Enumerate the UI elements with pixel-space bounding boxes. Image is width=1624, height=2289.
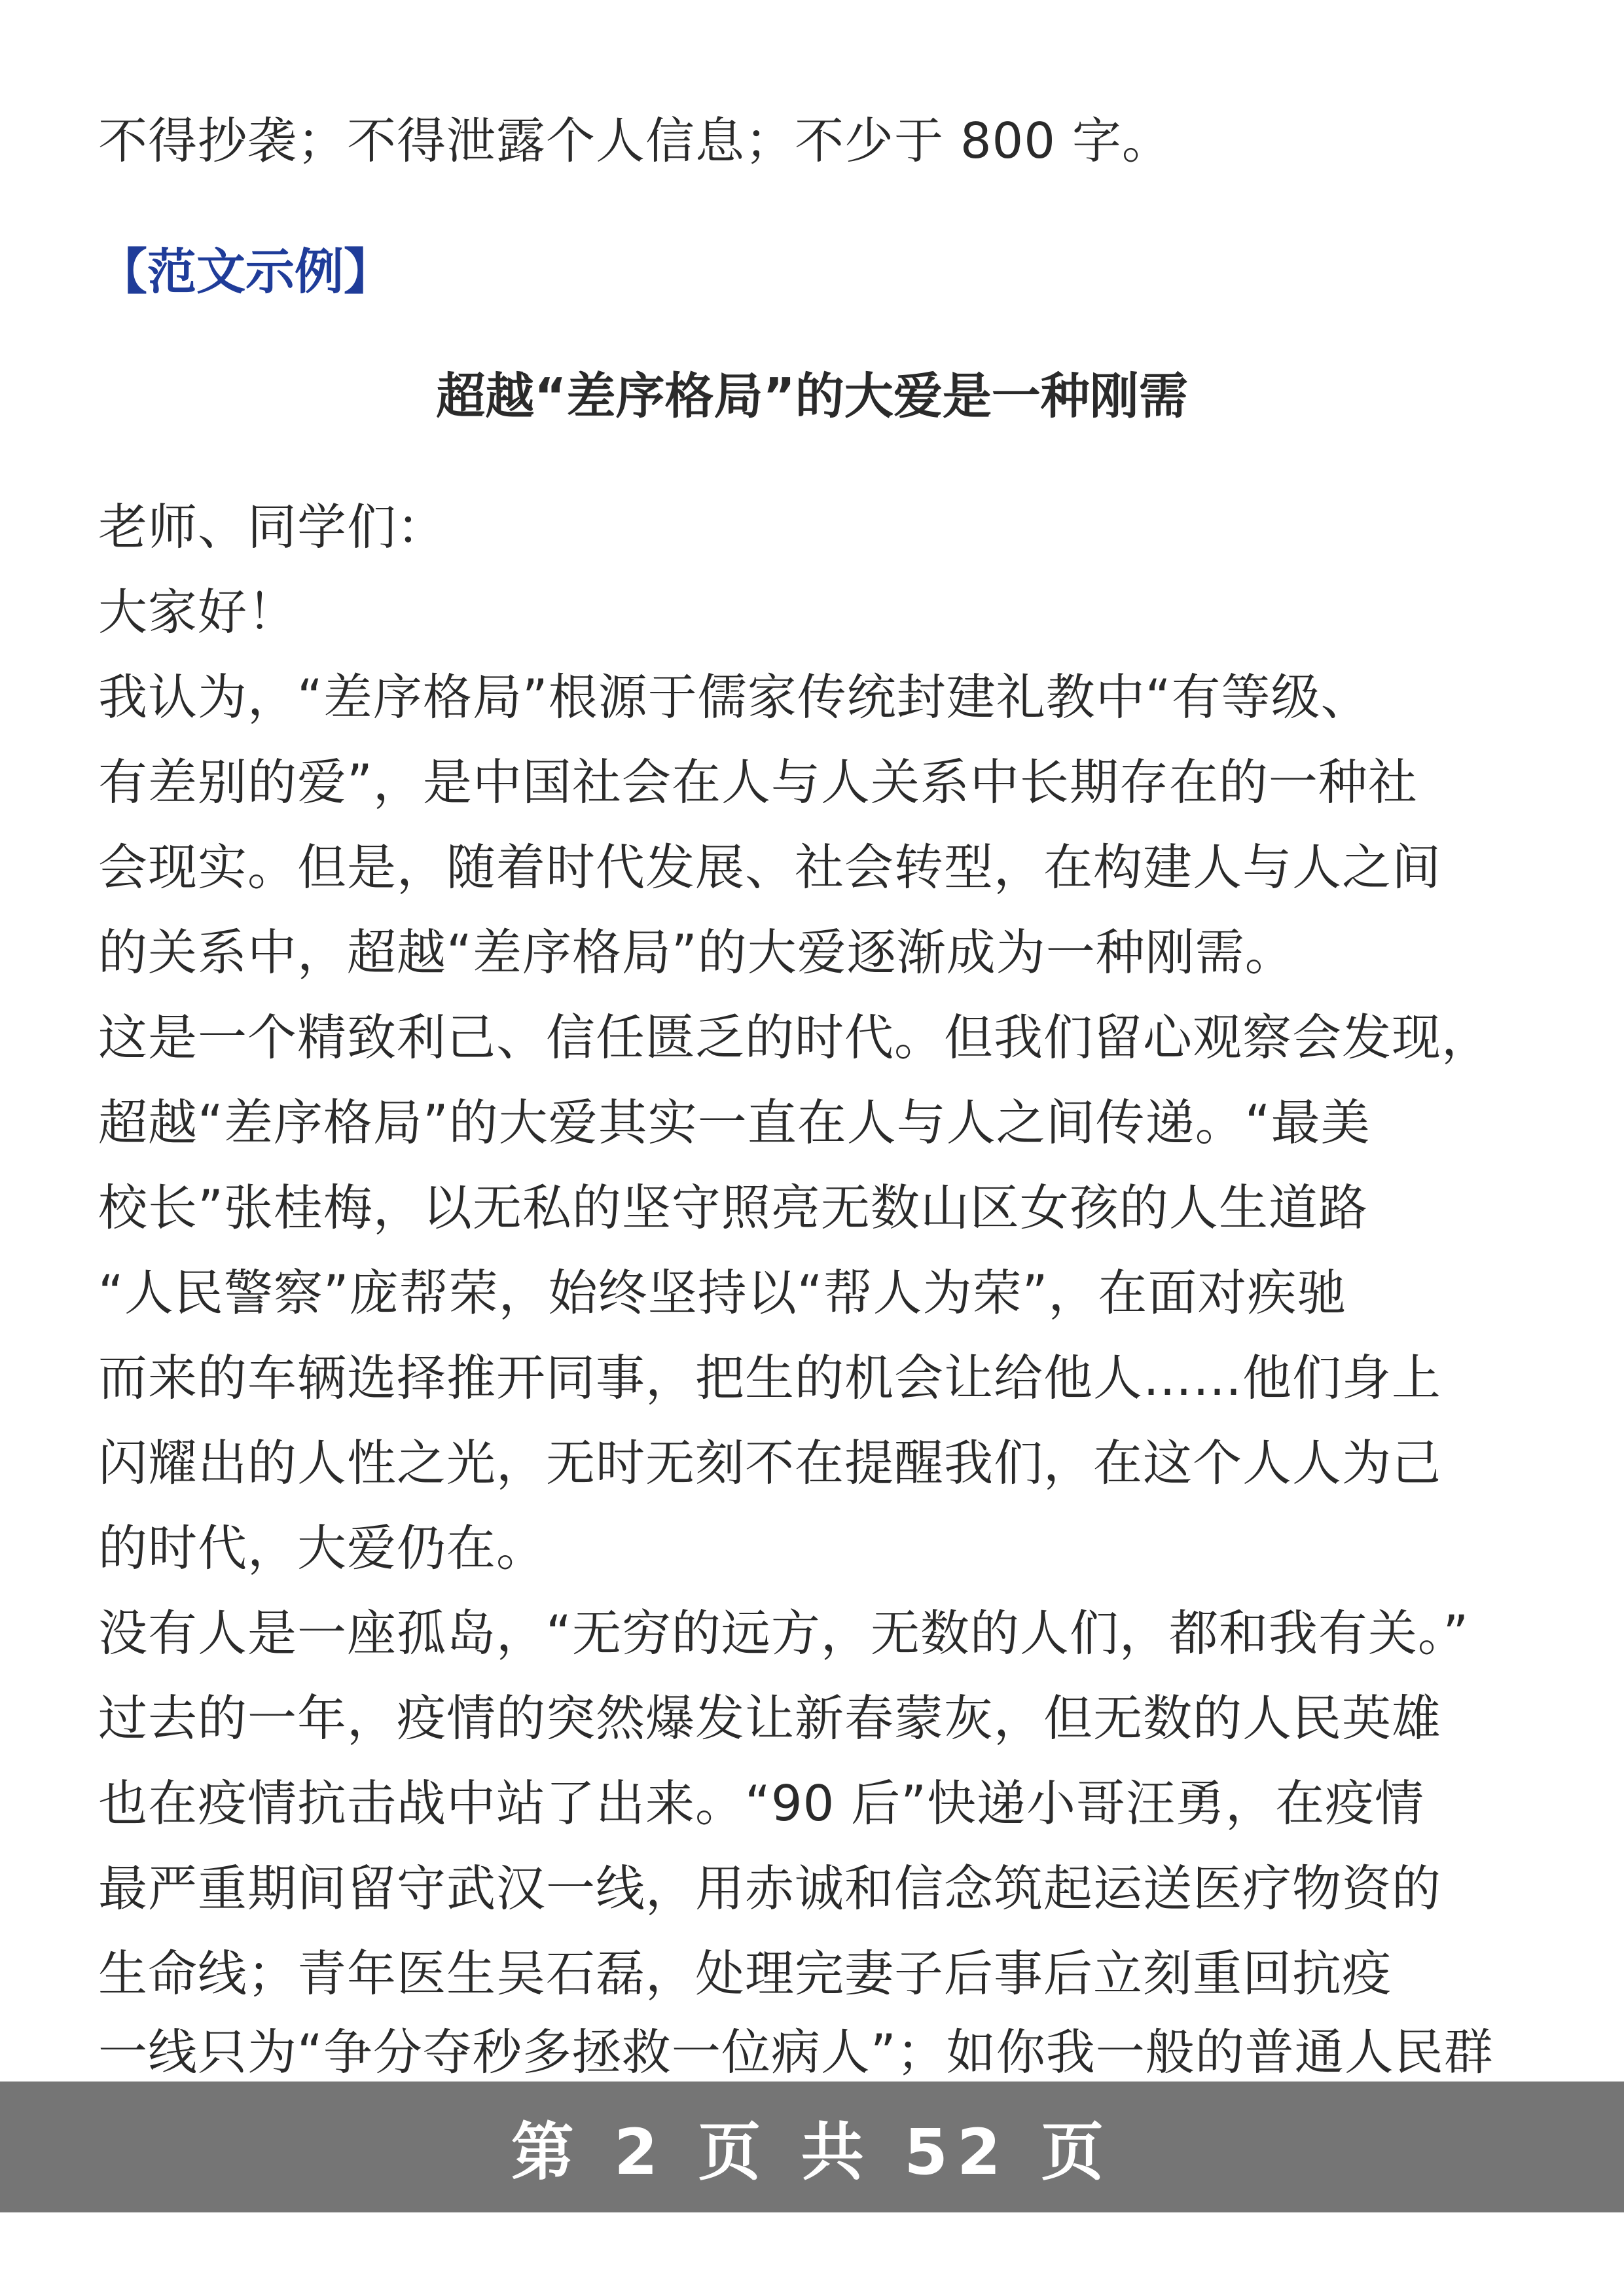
- body-line: 而来的车辆选择推开同事，把生的机会让给他人……他们身上: [98, 1349, 1442, 1407]
- body-line: 没有人是一座孤岛，“无穷的远方，无数的人们，都和我有关。”: [98, 1604, 1470, 1662]
- body-line: 生命线；青年医生吴石磊，处理完妻子后事后立刻重回抗疫: [98, 1945, 1392, 2002]
- body-line: 超越“差序格局”的大爱其实一直在人与人之间传递。“最美: [98, 1094, 1371, 1151]
- body-line: 过去的一年，疫情的突然爆发让新春蒙灰，但无数的人民英雄: [98, 1689, 1442, 1747]
- body-line: 老师、同学们：: [98, 498, 447, 556]
- body-line: 的时代，大爱仍在。: [98, 1519, 547, 1577]
- body-line: 有差别的爱”，是中国社会在人与人关系中长期存在的一种社: [98, 753, 1418, 811]
- body-line: 大家好！: [98, 583, 298, 641]
- intro-line: 不得抄袭；不得泄露个人信息；不少于 800 字。: [98, 112, 1172, 170]
- body-line: 这是一个精致利己、信任匮乏的时代。但我们留心观察会发现，: [98, 1009, 1492, 1066]
- body-line: 一线只为“争分夺秒多拯救一位病人”；如你我一般的普通人民群: [98, 2023, 1494, 2081]
- body-line: 会现实。但是，随着时代发展、社会转型，在构建人与人之间: [98, 838, 1442, 896]
- page-number-label: 第 2 页 共 52 页: [511, 2115, 1113, 2189]
- body-line: 的关系中，超越“差序格局”的大爱逐渐成为一种刚需。: [98, 924, 1295, 981]
- section-heading: 【范文示例】: [98, 243, 393, 300]
- body-line: 最严重期间留守武汉一线，用赤诚和信念筑起运送医疗物资的: [98, 1860, 1442, 1917]
- body-line: 闪耀出的人性之光，无时无刻不在提醒我们，在这个人人为己: [98, 1434, 1442, 1492]
- body-line: “人民警察”庞帮荣，始终坚持以“帮人为荣”，在面对疾驰: [98, 1264, 1347, 1322]
- essay-title: 超越“差序格局”的大爱是一种刚需: [436, 367, 1188, 425]
- body-line: 也在疫情抗击战中站了出来。“90 后”快递小哥汪勇，在疫情: [98, 1775, 1424, 1832]
- body-line: 校长”张桂梅，以无私的坚守照亮无数山区女孩的人生道路: [98, 1179, 1368, 1236]
- body-line: 我认为，“差序格局”根源于儒家传统封建礼教中“有等级、: [98, 668, 1371, 726]
- page-footer: [0, 2082, 1624, 2212]
